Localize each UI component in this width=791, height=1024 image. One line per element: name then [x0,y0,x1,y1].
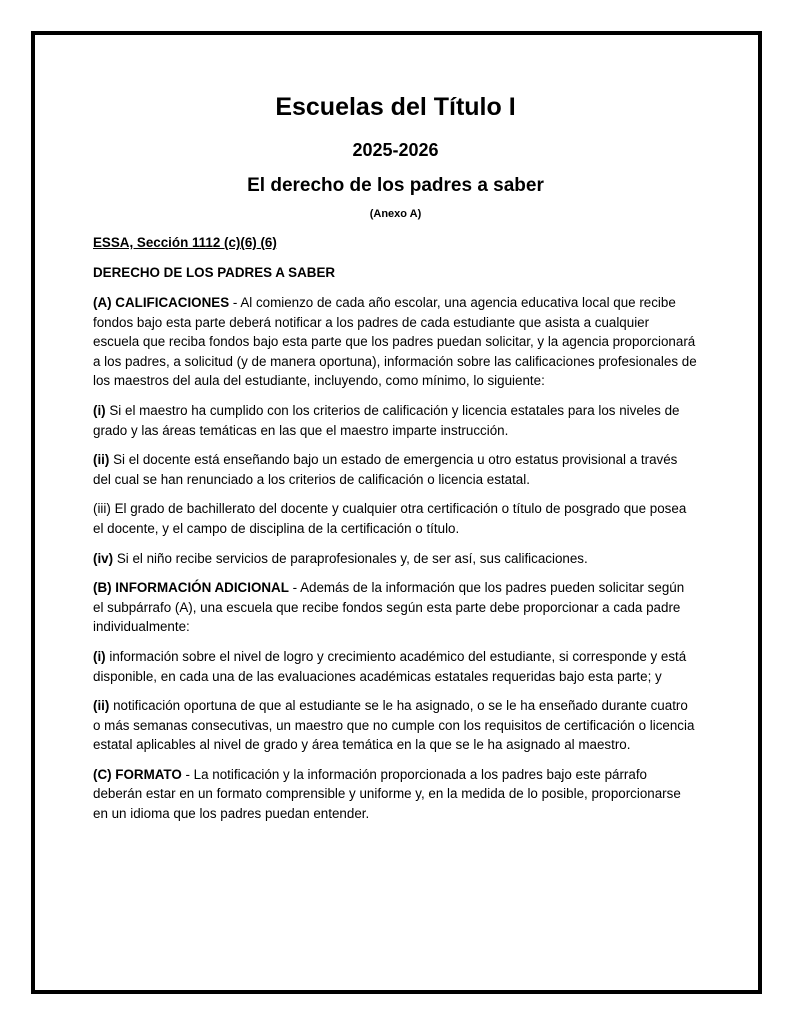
paragraph-c-format: (C) FORMATO - La notificación y la información proporcionada a los padres bajo este párrafo deberán estar en un formato comprensible y uniforme y, en la medida de lo posible, proporcionarse en un idioma que los padres puedan entender. [93,766,681,822]
paragraph-label: (ii) [93,698,110,714]
paragraph-label: (ii) [93,452,110,468]
paragraph-a-ii [93,450,698,489]
paragraph-text: Si el maestro ha cumplido con los criterios de calificación y licencia estatales para los niveles de grado y las áreas temáticas en las que el maestro imparte instrucción. [93,402,680,438]
paragraph-text: Además de la información que los padres pueden solicitar según el subpárrafo (A), una escuela que recibe fondos según esta parte debe proporcionar a cada padre individualmente: [93,580,685,635]
paragraph-text: notificación oportuna de que al estudiante se le ha asignado, o se le ha enseñado durante cuatro o más semanas consecutivas, un maestro que no cumple con los requisitos de certificación o licencia estatal aplicables al nivel de grado y área temática en la que se le ha asignado al maestro. [93,698,695,753]
paragraph-text: La notificación y la información proporcionada a los padres bajo este párrafo deberán estar en un formato comprensible y uniforme y, en la medida de lo posible, proporcionarse en un idioma que los padres puedan entender. [93,766,681,822]
paragraph-a-qualifications: (A) CALIFICACIONES - Al comienzo de cada año escolar, una agencia educativa local que recibe fondos bajo esta parte deberá notificar a los padres de cada estudiante que asista a cualquier escuela que reciba fondos bajo esta parte que los padres puedan solicitar, y la agencia proporcionará a los padres, a solicitud (y de manera oportuna), información sobre las calificaciones profesionales de los maestros del aula del estudiante, incluyendo, como mínimo, lo siguiente: [93,295,697,389]
paragraph-a-iv [93,549,698,569]
paragraph-label: (B) INFORMACIÓN ADICIONAL [93,580,289,596]
paragraph-label: (A) CALIFICACIONES [93,295,230,310]
paragraph-text: Si el docente está enseñando bajo un estado de emergencia u otro estatus provisional a través del cual se han renunciado a los criterios de calificación o licencia estatal. [93,452,678,487]
paragraph-b-ii [93,696,698,755]
document-body [93,90,698,834]
section-heading: DERECHO DE LOS PADRES A SABER [93,265,336,280]
paragraph-label: (iv) [93,550,114,566]
paragraph-b-i [93,647,698,686]
document-title: Escuelas del Título I [275,93,516,121]
paragraph-text: información sobre el nivel de logro y crecimiento académico del estudiante, si corresponde y está disponible, en cada una de las evaluaciones académicas estatales requeridas bajo esta parte; y [93,648,687,684]
paragraph-text: Al comienzo de cada año escolar, una agencia educativa local que recibe fondos bajo esta parte deberá notificar a los padres de cada estudiante que asista a cualquier escuela que reciba fondos bajo esta parte que los padres puedan solicitar, y la agencia proporcionará a los padres, a solicitud (y de manera oportuna), información sobre las calificaciones profesionales de los maestros del aula del estudiante, incluyendo, como mínimo, lo siguiente: [93,295,697,389]
paragraph-label: (i) [93,648,106,664]
paragraph-b-additional-information: (B) INFORMACIÓN ADICIONAL - Además de la información que los padres pueden solicitar según el subpárrafo (A), una escuela que recibe fondos según esta parte debe proporcionar a cada padre individualmente: [93,580,685,635]
paragraph-text: (iii) El grado de bachillerato del docente y cualquier otra certificación o título de posgrado que posea el docente, y el campo de disciplina de la certificación o título. [93,501,687,536]
document-subtitle: El derecho de los padres a saber [247,175,544,196]
annex-label: (Anexo A) [369,208,422,220]
paragraph-label: (i) [93,402,106,418]
paragraph-a-i [93,401,698,440]
school-year: 2025-2026 [352,140,439,160]
paragraph-label: (C) FORMATO [93,766,182,782]
paragraph-a-iii [93,499,698,538]
section-reference: ESSA, Sección 1112 (c)(6) (6) [93,235,277,250]
paragraph-text: Si el niño recibe servicios de paraprofesionales y, de ser así, sus calificaciones. [116,550,588,566]
